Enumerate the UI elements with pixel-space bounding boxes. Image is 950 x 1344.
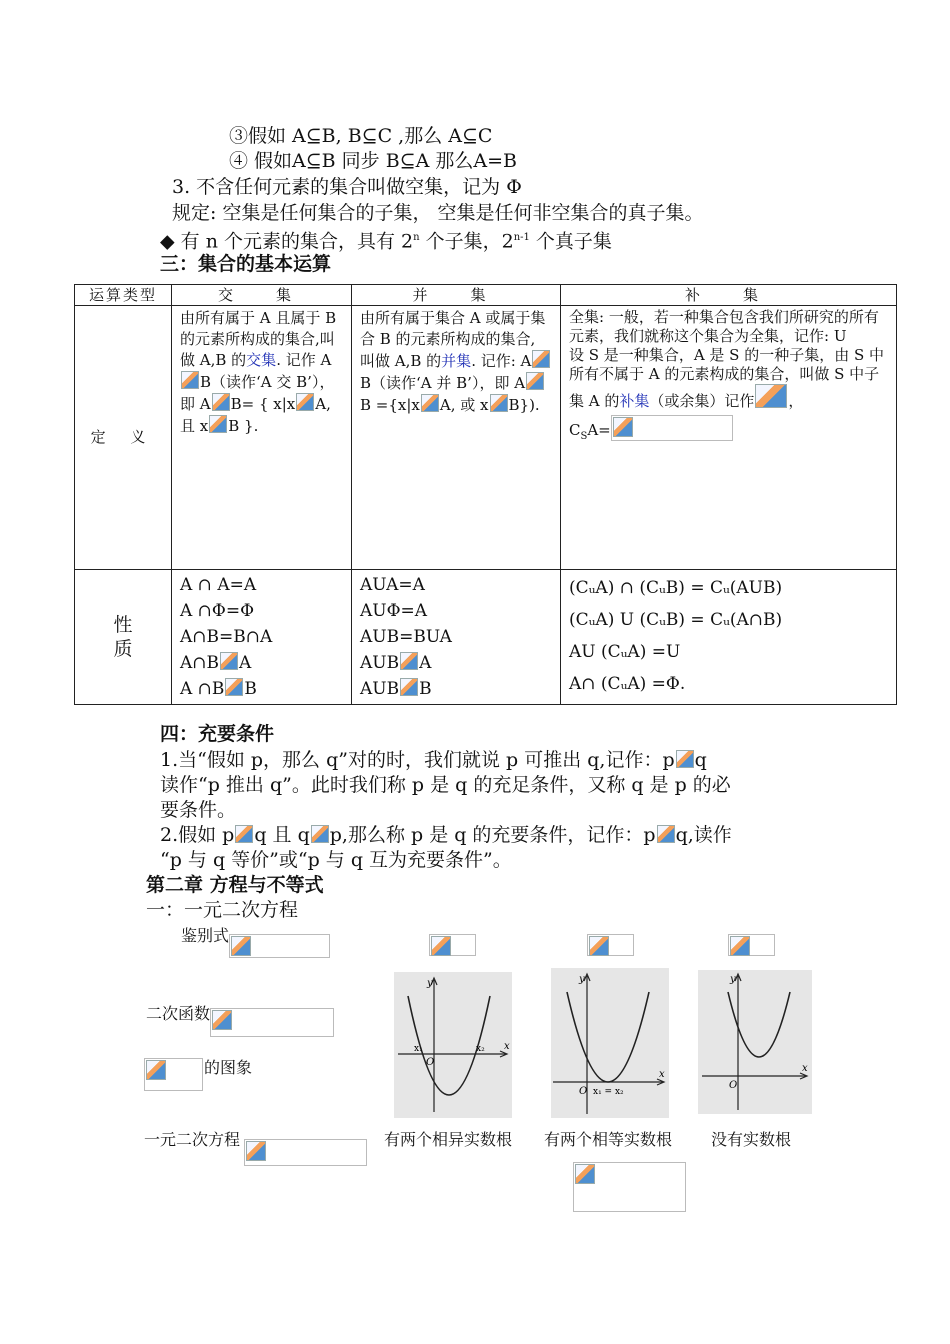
text-span: C bbox=[569, 421, 581, 439]
parabola-double-root-graph bbox=[551, 968, 669, 1118]
empty-set-definition: 3. 不含任何元素的集合叫做空集，记为 Φ bbox=[172, 176, 522, 198]
discriminant-label: 鉴别式 bbox=[181, 926, 230, 945]
text-span: A, 且 x bbox=[180, 395, 331, 435]
union-properties bbox=[352, 570, 561, 705]
quadratic-function-label: 二次函数 bbox=[146, 1004, 211, 1023]
two-distinct-roots-label: 有两个相异实数根 bbox=[384, 1130, 513, 1149]
text-span: (CᵤA) ∩ (CᵤB) = Cᵤ(AUB) bbox=[569, 578, 783, 598]
x-label: x bbox=[802, 1063, 808, 1074]
parabola-two-roots-graph bbox=[394, 972, 512, 1118]
element-of-image-icon bbox=[421, 394, 439, 412]
double-root-label: x₁ = x₂ bbox=[593, 1087, 624, 1097]
text-span: A ∩ A=A bbox=[180, 575, 257, 595]
subset-count-exp2: n-1 bbox=[513, 232, 530, 243]
subset-count-mid: 个子集，2 bbox=[419, 230, 514, 253]
complement-formula bbox=[569, 415, 888, 446]
implies-arrow-image-icon bbox=[676, 750, 694, 768]
table-row-properties bbox=[75, 570, 897, 705]
no-real-roots-label: 没有实数根 bbox=[711, 1130, 792, 1149]
set-operations-table bbox=[74, 284, 897, 705]
parabola-curve bbox=[567, 992, 649, 1082]
superset-symbol-image-icon bbox=[400, 652, 418, 670]
text-span: A∩B bbox=[180, 653, 220, 673]
parabola-two-roots-svg bbox=[394, 972, 512, 1118]
iff-arrow-image-icon bbox=[657, 825, 675, 843]
subset-symbol-image-icon bbox=[220, 652, 238, 670]
text-span: B= { x|x bbox=[230, 395, 296, 413]
image-placeholder-icon bbox=[730, 936, 750, 956]
quadratic-function-formula-image bbox=[210, 1008, 334, 1037]
sufficient-condition-line1 bbox=[160, 748, 707, 772]
header-complement: 补 集 bbox=[561, 285, 897, 306]
quadratic-equation-label: 一元二次方程 bbox=[144, 1130, 241, 1149]
complement-term: 补集 bbox=[619, 392, 650, 410]
union-definition bbox=[352, 306, 561, 570]
superset-symbol-image-icon bbox=[400, 678, 418, 696]
element-of-image-icon bbox=[296, 393, 314, 411]
text-span: . 记作 A bbox=[276, 351, 332, 369]
complement-definition bbox=[561, 306, 897, 570]
union-symbol-image-icon bbox=[526, 372, 544, 390]
implies-arrow-image-icon bbox=[235, 825, 253, 843]
image-placeholder-icon bbox=[246, 1141, 266, 1161]
intersection-properties bbox=[172, 570, 352, 705]
discriminant-negative-image bbox=[728, 934, 775, 956]
parabola-no-roots-svg bbox=[698, 970, 812, 1114]
image-placeholder-icon bbox=[212, 1010, 232, 1030]
discriminant-zero-image bbox=[587, 934, 634, 956]
table-row-definition bbox=[75, 306, 897, 570]
image-placeholder-icon bbox=[613, 417, 633, 437]
function-graph-formula-image bbox=[144, 1058, 203, 1091]
subset-count-post: 个真子集 bbox=[529, 230, 612, 253]
subset-equality: ④ 假如A⊆B 同步 B⊆A 那么A=B bbox=[229, 150, 517, 172]
x-label: x bbox=[659, 1069, 665, 1080]
intersection-symbol-image-icon bbox=[181, 371, 199, 389]
two-equal-roots-label: 有两个相等实数根 bbox=[544, 1130, 673, 1149]
chapter2-title: 第二章 方程与不等式 bbox=[146, 874, 324, 896]
subset-count-pre: ◆ 有 n 个元素的集合，具有 2 bbox=[160, 230, 414, 253]
text-span: 设 S 是一种集合，A 是 S 的一种子集，由 S 中所有不属于 A 的元素构成的集合，叫做 S 中子集 A 的 bbox=[569, 346, 885, 410]
y-label: y bbox=[579, 974, 585, 985]
origin-label: O bbox=[579, 1086, 588, 1097]
intersection-definition bbox=[172, 306, 352, 570]
discriminant-positive-image bbox=[429, 934, 476, 956]
text-span: A ∩Φ=Φ bbox=[180, 601, 255, 621]
text-span: 全集: 一般，若一种集合包含我们所研究的所有元素，我们就称这个集合为全集，记作: U bbox=[569, 308, 879, 345]
intersection-term: 交集 bbox=[246, 351, 277, 369]
text-span: B（读作‘A 并 B’），即 A bbox=[360, 374, 526, 392]
sufficient-condition-line3: 要条件。 bbox=[160, 799, 237, 821]
text-span: p,那么称 p 是 q 的充要条件，记作：p bbox=[329, 824, 656, 846]
text-span: 由所有属于集合 A 或属于集合 B 的元素所构成的集合, 叫做 A,B 的 bbox=[360, 309, 546, 370]
y-label: y bbox=[427, 978, 433, 989]
text-span: A bbox=[239, 653, 252, 673]
text-span: B（读作‘A 交 B’），即 A bbox=[180, 373, 335, 413]
double-root-formula-image bbox=[573, 1162, 686, 1212]
header-op-type: 运算类型 bbox=[75, 285, 172, 306]
text-span: q bbox=[694, 749, 707, 771]
y-label: y bbox=[730, 974, 736, 985]
chapter2-subtitle: 一：一元二次方程 bbox=[146, 899, 299, 921]
section3-title: 三：集合的基本运算 bbox=[160, 253, 332, 275]
header-union: 并 集 bbox=[352, 285, 561, 306]
text-span: 2.假如 p bbox=[160, 824, 235, 846]
image-placeholder-icon bbox=[589, 936, 609, 956]
complement-notation-image-icon bbox=[755, 384, 787, 408]
iff-condition-line2: “p 与 q 等价”或“p 与 q 互为充要条件”。 bbox=[160, 849, 512, 871]
subset-transitivity: ③假如 A⊆B, B⊆C ,那么 A⊆C bbox=[229, 125, 493, 147]
image-placeholder-icon bbox=[146, 1060, 166, 1080]
sufficient-condition-line2: 读作“p 推出 q”。此时我们称 p 是 q 的充足条件，又称 q 是 p 的必 bbox=[160, 774, 731, 796]
intersection-symbol-image-icon bbox=[212, 393, 230, 411]
subset-count-exp1: n bbox=[413, 232, 420, 243]
iff-condition-line1 bbox=[160, 823, 732, 847]
text-span: A ∩B bbox=[180, 679, 225, 699]
origin-label: O bbox=[729, 1080, 738, 1091]
parabola-curve bbox=[728, 992, 790, 1057]
text-span: A bbox=[419, 653, 432, 673]
element-of-image-icon bbox=[490, 394, 508, 412]
quadratic-equation-formula-image bbox=[244, 1139, 367, 1166]
text-span: . 记作: A bbox=[471, 352, 532, 370]
text-span: A, 或 x bbox=[439, 396, 489, 414]
header-intersection: 交 集 bbox=[172, 285, 352, 306]
text-span: q 且 q bbox=[254, 824, 310, 846]
section4-title: 四：充要条件 bbox=[160, 723, 275, 745]
text-span: （或余集）记作 bbox=[649, 392, 755, 410]
text-span: B }. bbox=[228, 417, 259, 435]
text-span: AUΦ=A bbox=[360, 601, 428, 621]
text-span: A= bbox=[587, 421, 611, 439]
parabola-no-roots-graph bbox=[698, 970, 812, 1114]
element-of-image-icon bbox=[209, 415, 227, 433]
subset-symbol-image-icon bbox=[225, 678, 243, 696]
text-span: A∩ (CᵤA) =Φ. bbox=[569, 674, 686, 694]
union-term: 并集 bbox=[441, 352, 472, 370]
complement-formula-image bbox=[611, 415, 733, 441]
union-symbol-image-icon bbox=[532, 350, 550, 368]
origin-label: O bbox=[426, 1057, 435, 1068]
empty-set-rule: 规定: 空集是任何集合的子集， 空集是任何非空集合的真子集。 bbox=[172, 202, 704, 224]
image-placeholder-icon bbox=[431, 936, 451, 956]
row-label-definition: 定 义 bbox=[75, 306, 172, 570]
subset-count bbox=[160, 226, 612, 253]
text-span: S bbox=[580, 431, 588, 442]
text-span: AUB=BUA bbox=[360, 627, 452, 647]
text-span: AUB bbox=[360, 653, 400, 673]
text-span: B}). bbox=[508, 396, 540, 414]
image-placeholder-icon bbox=[231, 936, 251, 956]
complement-properties bbox=[561, 570, 897, 705]
text-span: (CᵤA) U (CᵤB) = Cᵤ(A∩B) bbox=[569, 610, 783, 630]
discriminant-formula-image bbox=[229, 934, 330, 958]
text-span: 由所有属于 A 且属于 B 的元素所构成的集合,叫做 A,B 的 bbox=[180, 309, 337, 369]
text-span: A∩B=B∩A bbox=[180, 627, 273, 647]
text-span: 1.当“假如 p，那么 q”对的时，我们就说 p 可推出 q,记作：p bbox=[160, 749, 675, 771]
table-header-row bbox=[75, 285, 897, 306]
row-label-properties: 性 质 bbox=[75, 570, 172, 705]
text-span: B bbox=[419, 679, 432, 699]
parabola-double-root-svg bbox=[551, 968, 669, 1118]
text-span: B bbox=[244, 679, 257, 699]
implies-arrow-image-icon bbox=[311, 825, 329, 843]
x-label: x bbox=[504, 1041, 510, 1052]
x2-label: x₂ bbox=[476, 1044, 485, 1054]
x1-label: x₁ bbox=[414, 1044, 423, 1054]
text-span: AUA=A bbox=[360, 575, 425, 595]
text-span: B ={x|x bbox=[360, 396, 420, 414]
text-span: AU (CᵤA) =U bbox=[569, 642, 681, 662]
text-span: q,读作 bbox=[675, 824, 732, 846]
image-placeholder-icon bbox=[575, 1164, 595, 1184]
graph-label: 的图象 bbox=[204, 1058, 253, 1077]
text-span: AUB bbox=[360, 679, 400, 699]
text-span: ， bbox=[788, 392, 804, 410]
